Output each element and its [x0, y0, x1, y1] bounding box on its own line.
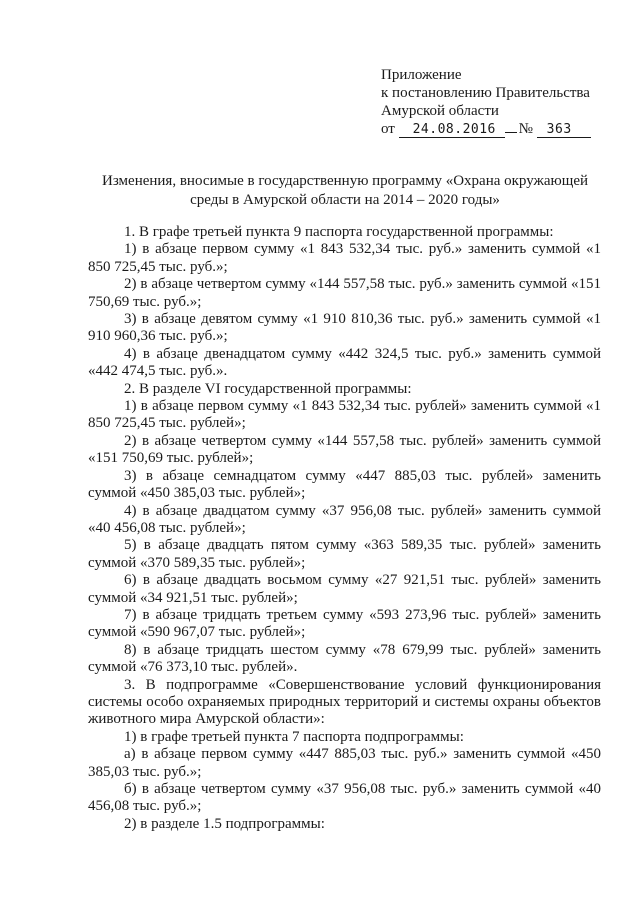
paragraph: 4) в абзаце двенадцатом сумму «442 324,5 тыс. руб.» заменить суммой «442 474,5 тыс. руб.». [88, 345, 601, 380]
paragraph: 1) в абзаце первом сумму «1 843 532,34 тыс. руб.» заменить суммой «1 850 725,45 тыс. руб.»; [88, 241, 601, 275]
appendix-date-number [381, 120, 631, 138]
paragraph: 7) в абзаце тридцать третьем сумму «593 273,96 тыс. рублей» заменить суммой «590 967,07 тыс. рублей»; [88, 606, 601, 641]
title-line-2: среды в Амурской области на 2014 – 2020 годы» [190, 192, 500, 208]
appendix-header [381, 66, 631, 138]
appendix-region: Амурской области [381, 103, 499, 119]
title-line-1: Изменения, вносимые в государственную программу «Охрана окружающей [102, 173, 588, 189]
paragraph: 2) в абзаце четвертом сумму «144 557,58 тыс. рублей» заменить суммой «151 750,69 тыс. рублей»; [88, 432, 601, 467]
date-separator [505, 132, 517, 133]
paragraph: 6) в абзаце двадцать восьмом сумму «27 921,51 тыс. рублей» заменить суммой «34 921,51 тыс. рублей»; [88, 572, 601, 606]
paragraph: 2) в абзаце четвертом сумму «144 557,58 тыс. руб.» заменить суммой «151 750,69 тыс. руб.»; [88, 276, 601, 310]
appendix-label: Приложение [381, 67, 462, 83]
paragraph: 1) в абзаце первом сумму «1 843 532,34 тыс. рублей» заменить суммой «1 850 725,45 тыс. рублей»; [88, 398, 601, 432]
paragraph: 2. В разделе VI государственной программы: [124, 380, 412, 397]
paragraph: 4) в абзаце двадцатом сумму «37 956,08 тыс. рублей» заменить суммой «40 456,08 тыс. рублей»; [88, 502, 601, 536]
paragraph: 2) в разделе 1.5 подпрограммы: [124, 815, 325, 832]
paragraph: 8) в абзаце тридцать шестом сумму «78 679,99 тыс. рублей» заменить суммой «76 373,10 тыс. рублей». [88, 641, 601, 676]
paragraph: а) в абзаце первом сумму «447 885,03 тыс. руб.» заменить суммой «450 385,03 тыс. руб.»; [88, 746, 601, 780]
paragraph: 3) в абзаце семнадцатом сумму «447 885,03 тыс. рублей» заменить суммой «450 385,03 тыс. рублей»; [88, 467, 601, 502]
date-value: 24.08.2016 [399, 123, 505, 138]
paragraph: 3. В подпрограмме «Совершенствование условий функционирования системы особо охраняемых природных территорий и системы охраны объектов животного мира Амурской области»: [88, 676, 601, 728]
appendix-resolution: к постановлению Правительства [381, 85, 590, 101]
paragraph: б) в абзаце четвертом сумму «37 956,08 тыс. руб.» заменить суммой «40 456,08 тыс. руб.»; [88, 781, 601, 815]
number-value: 363 [537, 123, 591, 138]
document-title [80, 172, 610, 210]
paragraph: 1) в графе третьей пункта 7 паспорта подпрограммы: [124, 728, 464, 745]
paragraph: 3) в абзаце девятом сумму «1 910 810,36 тыс. руб.» заменить суммой «1 910 960,36 тыс. руб.»; [88, 311, 601, 345]
paragraph: 1. В графе третьей пункта 9 паспорта государственной программы: [124, 224, 554, 240]
paragraph: 5) в абзаце двадцать пятом сумму «363 589,35 тыс. рублей» заменить суммой «370 589,35 тыс. рублей»; [88, 537, 601, 571]
date-prefix: от [381, 121, 395, 137]
document-body [88, 224, 601, 833]
number-prefix: № [518, 121, 533, 137]
